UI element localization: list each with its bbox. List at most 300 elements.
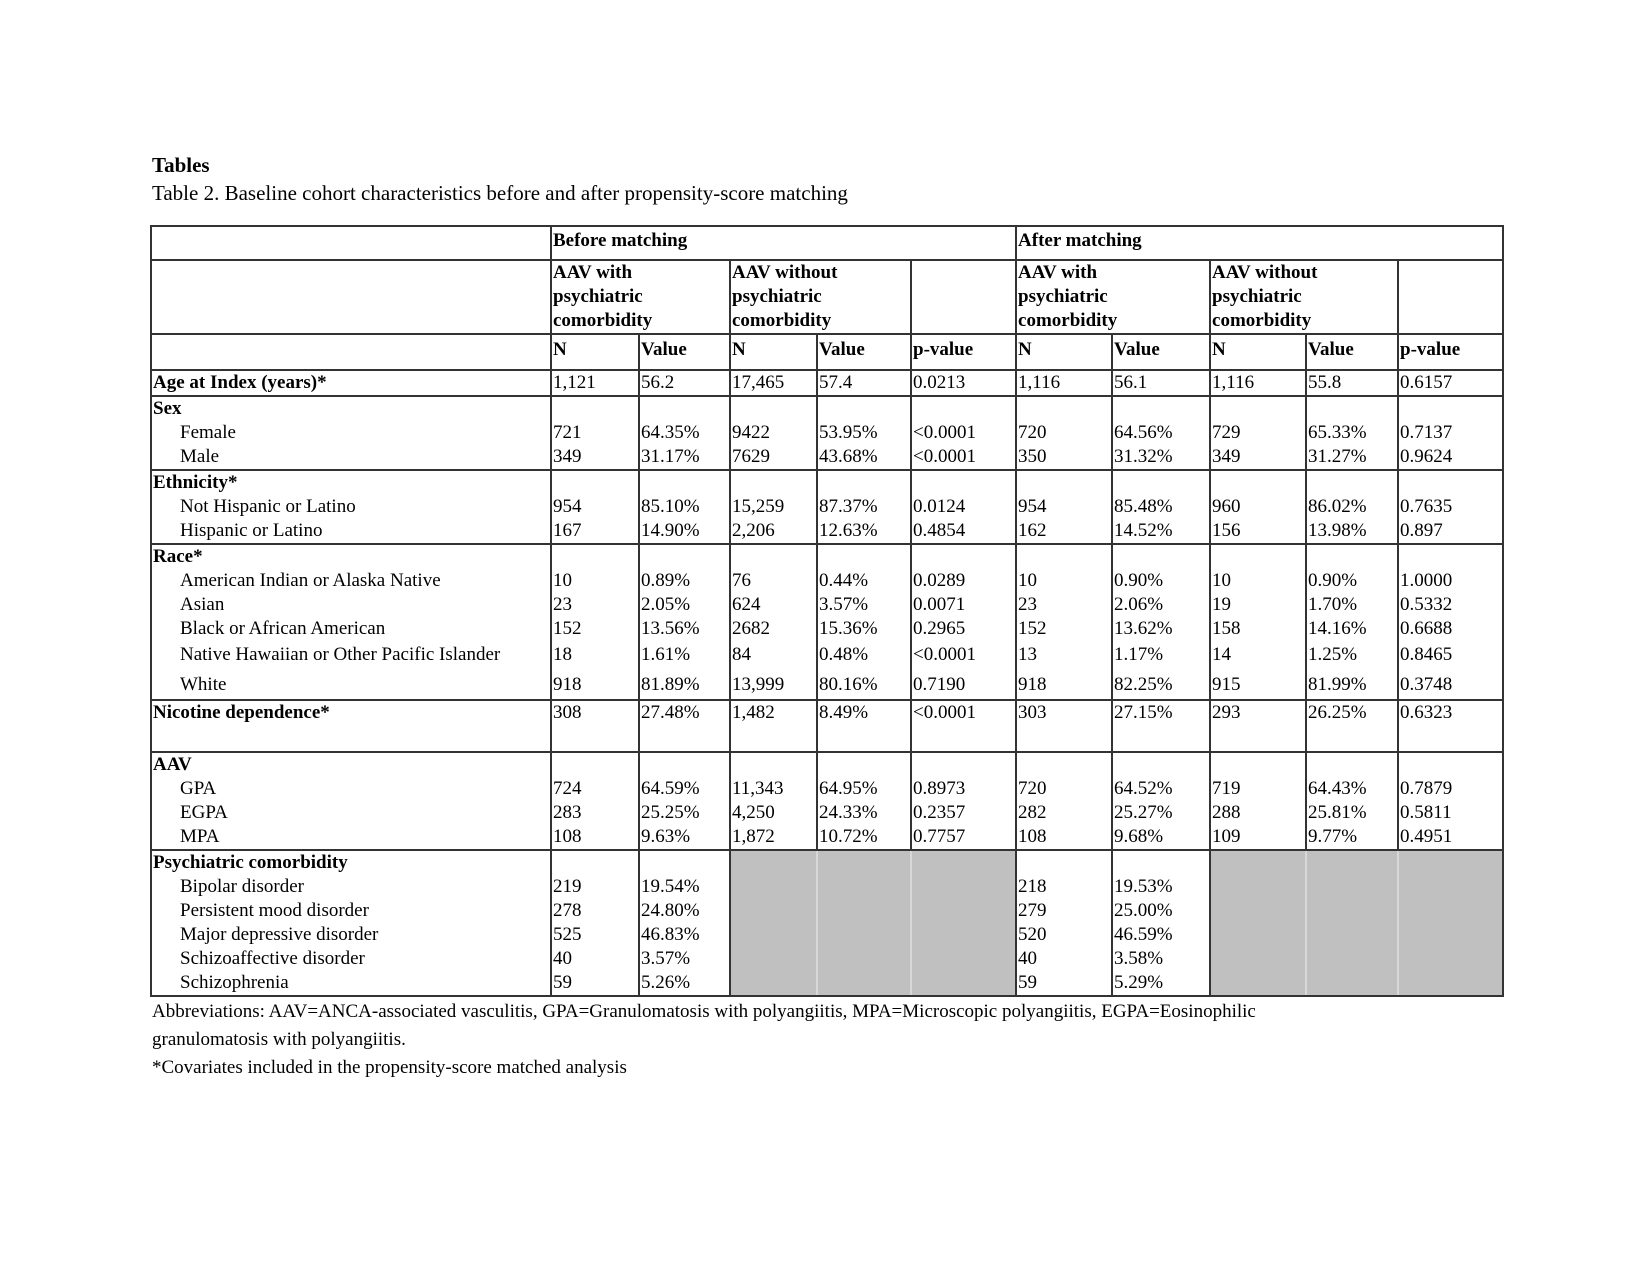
cell-b-p <box>911 544 1016 700</box>
cell-value: 13,999 <box>732 674 785 695</box>
row-label-cell <box>151 850 551 996</box>
footnote-abbreviations-line2: granulomatosis with polyangiitis. <box>152 1029 406 1050</box>
cell-a-without-v <box>1306 700 1398 752</box>
cell-a-without-v <box>1306 396 1398 470</box>
cell-value: 26.25% <box>1308 702 1367 723</box>
section-title: Psychiatric comorbidity <box>153 852 348 873</box>
cell-value: 9.77% <box>1308 826 1358 847</box>
cell-value: 0.90% <box>1308 570 1358 591</box>
group-header-line: comorbidity <box>1212 310 1312 331</box>
cell-b-p <box>911 850 1016 996</box>
header-before-matching: Before matching <box>551 226 1016 260</box>
cell-b-with-n <box>551 850 639 996</box>
cell-value: 2682 <box>732 618 770 639</box>
cell-value: 278 <box>553 900 582 921</box>
cell-a-p <box>1398 470 1503 544</box>
section-aav <box>151 752 1503 850</box>
cell-value: 219 <box>553 876 582 897</box>
section-heading: Tables <box>152 153 210 177</box>
row-label: American Indian or Alaska Native <box>180 570 441 591</box>
cell-b-without-v <box>817 470 911 544</box>
cell-value: 0.6157 <box>1400 372 1453 393</box>
cell-value: 11,343 <box>732 778 784 799</box>
cell-b-without-v <box>817 396 911 470</box>
cell-a-without-v <box>1306 752 1398 850</box>
section-nicotine-dependence <box>151 700 1503 752</box>
row-label: Schizoaffective disorder <box>180 948 365 969</box>
cell-value: 24.80% <box>641 900 700 921</box>
cell-a-with-v <box>1112 850 1210 996</box>
cell-value: 0.2357 <box>913 802 966 823</box>
cell-value: 293 <box>1212 702 1241 723</box>
cell-value: 954 <box>1018 496 1047 517</box>
cell-b-with-n <box>551 752 639 850</box>
cell-value: 64.52% <box>1114 778 1173 799</box>
col-header-p-value: p-value <box>911 334 1016 370</box>
cell-value: 303 <box>1018 702 1047 723</box>
group-header-line: AAV without <box>732 262 838 283</box>
header-row-columns <box>151 334 1503 370</box>
cell-value: 85.10% <box>641 496 700 517</box>
cell-value: 80.16% <box>819 674 878 695</box>
cell-value: 308 <box>553 702 582 723</box>
cell-b-without-n <box>730 544 817 700</box>
cell-value: 59 <box>553 972 572 993</box>
section-race <box>151 544 1503 700</box>
cell-b-with-v <box>639 700 730 752</box>
header-blank <box>911 260 1016 334</box>
cell-a-without-n <box>1210 396 1306 470</box>
cell-value: 81.89% <box>641 674 700 695</box>
cell-value: 0.7190 <box>913 674 966 695</box>
cell-value: 918 <box>553 674 582 695</box>
cell-value: <0.0001 <box>913 422 976 443</box>
cell-value: 17,465 <box>732 372 785 393</box>
cell-value: 10.72% <box>819 826 878 847</box>
cell-b-with-n <box>551 470 639 544</box>
row-label: Female <box>180 422 236 443</box>
cell-a-with-n <box>1016 544 1112 700</box>
header-before-with <box>551 260 730 334</box>
cell-value: 915 <box>1212 674 1241 695</box>
cell-value: 64.56% <box>1114 422 1173 443</box>
section-title: Sex <box>153 398 182 419</box>
cell-value: 13 <box>1018 644 1038 665</box>
cell-value: 64.35% <box>641 422 700 443</box>
cell-a-without-v <box>1306 850 1398 996</box>
cell-value: 152 <box>1018 618 1047 639</box>
cell-value: 0.48% <box>819 644 869 665</box>
cell-a-without-n <box>1210 850 1306 996</box>
cell-a-with-n <box>1016 470 1112 544</box>
cell-a-with-v <box>1112 544 1210 700</box>
cell-value: 2.05% <box>641 594 691 615</box>
cell-b-without-v <box>817 370 911 396</box>
cell-value: 84 <box>732 644 751 665</box>
cell-value: 520 <box>1018 924 1047 945</box>
row-label: Male <box>180 446 220 467</box>
cell-b-with-v <box>639 470 730 544</box>
row-label: Schizophrenia <box>180 972 289 993</box>
cell-a-p <box>1398 544 1503 700</box>
cell-value: 0.5332 <box>1400 594 1453 615</box>
cell-b-p <box>911 396 1016 470</box>
cell-a-with-n <box>1016 370 1112 396</box>
cell-value: 0.0124 <box>913 496 966 517</box>
header-after-matching: After matching <box>1016 226 1503 260</box>
group-header-line: AAV with <box>553 262 633 283</box>
cell-value: 25.81% <box>1308 802 1367 823</box>
section-title: Ethnicity* <box>153 472 238 493</box>
cell-b-without-n <box>730 700 817 752</box>
row-label: Bipolar disorder <box>180 876 305 897</box>
cell-value: 13.62% <box>1114 618 1173 639</box>
header-blank <box>151 226 551 260</box>
cell-value: 0.7757 <box>913 826 966 847</box>
cell-value: 0.8465 <box>1400 644 1453 665</box>
row-label: Major depressive disorder <box>180 924 379 945</box>
cell-value: 64.43% <box>1308 778 1367 799</box>
group-header-line: comorbidity <box>1018 310 1118 331</box>
cell-value: 288 <box>1212 802 1241 823</box>
cell-value: 40 <box>1018 948 1038 969</box>
cell-value: 31.32% <box>1114 446 1173 467</box>
cell-value: 5.29% <box>1114 972 1164 993</box>
cell-value: 31.27% <box>1308 446 1367 467</box>
cell-value: 0.897 <box>1400 520 1443 541</box>
cell-a-without-n <box>1210 370 1306 396</box>
baseline-characteristics-table <box>150 225 1504 997</box>
cell-b-with-n <box>551 700 639 752</box>
cell-a-p <box>1398 752 1503 850</box>
header-row-groups <box>151 260 1503 334</box>
cell-value: 12.63% <box>819 520 878 541</box>
row-label: Native Hawaiian or Other Pacific Islander <box>180 644 501 665</box>
group-header-line: psychiatric <box>732 286 822 307</box>
cell-a-p <box>1398 396 1503 470</box>
section-psychiatric-comorbidity <box>151 850 1503 996</box>
cell-value: 13.56% <box>641 618 700 639</box>
cell-value: 1,872 <box>732 826 775 847</box>
header-before-without <box>730 260 911 334</box>
cell-value: 13.98% <box>1308 520 1367 541</box>
cell-value: 162 <box>1018 520 1047 541</box>
col-header-n: N <box>730 334 817 370</box>
cell-a-without-v <box>1306 470 1398 544</box>
cell-value: 0.0289 <box>913 570 966 591</box>
cell-value: 1,116 <box>1018 372 1061 393</box>
cell-value: 1.0000 <box>1400 570 1453 591</box>
row-label-cell <box>151 396 551 470</box>
group-header-line: psychiatric <box>1018 286 1108 307</box>
cell-b-p <box>911 470 1016 544</box>
header-blank <box>151 334 551 370</box>
cell-value: 19.54% <box>641 876 700 897</box>
cell-value: 15,259 <box>732 496 785 517</box>
section-title: Race* <box>153 546 203 567</box>
cell-value: 25.27% <box>1114 802 1173 823</box>
header-blank <box>151 260 551 334</box>
cell-value: 23 <box>553 594 572 615</box>
cell-value: 85.48% <box>1114 496 1173 517</box>
cell-b-without-n <box>730 850 817 996</box>
cell-a-with-v <box>1112 700 1210 752</box>
cell-value: 0.0213 <box>913 372 966 393</box>
cell-value: 0.7635 <box>1400 496 1453 517</box>
cell-b-with-v <box>639 396 730 470</box>
cell-a-with-n <box>1016 752 1112 850</box>
col-header-value: Value <box>1112 334 1210 370</box>
cell-value: 1,116 <box>1212 372 1255 393</box>
cell-value: 720 <box>1018 778 1047 799</box>
cell-a-with-n <box>1016 850 1112 996</box>
cell-value: 43.68% <box>819 446 878 467</box>
cell-value: 59 <box>1018 972 1038 993</box>
col-header-n: N <box>1210 334 1306 370</box>
col-header-n: N <box>1016 334 1112 370</box>
row-label: White <box>180 674 227 695</box>
cell-value: 283 <box>553 802 582 823</box>
cell-value: 76 <box>732 570 751 591</box>
cell-a-with-n <box>1016 700 1112 752</box>
cell-value: 0.9624 <box>1400 446 1453 467</box>
row-label-cell <box>151 700 551 752</box>
footnote-abbreviations-line1: Abbreviations: AAV=ANCA-associated vasculitis, GPA=Granulomatosis with polyangiitis, MPA=Microscopic polyangiitis, EGPA=Eosinophilic <box>152 1001 1256 1022</box>
header-blank <box>1398 260 1503 334</box>
cell-value: 3.57% <box>641 948 691 969</box>
cell-value: 0.44% <box>819 570 869 591</box>
cell-value: 65.33% <box>1308 422 1367 443</box>
section-title: Nicotine dependence* <box>153 702 330 723</box>
cell-b-with-n <box>551 396 639 470</box>
section-title: Age at Index (years)* <box>153 372 327 393</box>
cell-value: 5.26% <box>641 972 691 993</box>
cell-value: 14.52% <box>1114 520 1173 541</box>
cell-a-without-n <box>1210 544 1306 700</box>
cell-value: 152 <box>553 618 582 639</box>
col-header-value: Value <box>639 334 730 370</box>
cell-value: 218 <box>1018 876 1047 897</box>
cell-value: 0.89% <box>641 570 691 591</box>
cell-b-with-v <box>639 370 730 396</box>
cell-value: 0.90% <box>1114 570 1164 591</box>
cell-a-with-v <box>1112 396 1210 470</box>
group-header-line: psychiatric <box>553 286 643 307</box>
cell-value: 108 <box>1018 826 1047 847</box>
cell-a-without-v <box>1306 544 1398 700</box>
cell-b-p <box>911 752 1016 850</box>
cell-b-p <box>911 370 1016 396</box>
cell-value: <0.0001 <box>913 644 976 665</box>
cell-b-with-n <box>551 544 639 700</box>
cell-a-without-n <box>1210 752 1306 850</box>
cell-value: 721 <box>553 422 582 443</box>
cell-value: 4,250 <box>732 802 775 823</box>
cell-b-without-v <box>817 850 911 996</box>
cell-value: 9.63% <box>641 826 691 847</box>
footnote-covariates: *Covariates included in the propensity-score matched analysis <box>152 1057 627 1078</box>
header-after-without <box>1210 260 1398 334</box>
cell-value: 720 <box>1018 422 1047 443</box>
cell-b-without-n <box>730 370 817 396</box>
cell-value: 56.2 <box>641 372 675 393</box>
cell-value: 31.17% <box>641 446 700 467</box>
cell-value: 0.0071 <box>913 594 966 615</box>
cell-value: 23 <box>1018 594 1038 615</box>
row-label: GPA <box>180 778 217 799</box>
section-sex <box>151 396 1503 470</box>
group-header-line: comorbidity <box>553 310 653 331</box>
cell-value: 9422 <box>732 422 770 443</box>
cell-value: 3.58% <box>1114 948 1164 969</box>
cell-value: 57.4 <box>819 372 853 393</box>
cell-value: 9.68% <box>1114 826 1164 847</box>
section-ethnicity <box>151 470 1503 544</box>
cell-value: 729 <box>1212 422 1241 443</box>
cell-value: 0.6323 <box>1400 702 1453 723</box>
row-label-cell <box>151 752 551 850</box>
cell-a-with-n <box>1016 396 1112 470</box>
cell-value: 64.59% <box>641 778 700 799</box>
cell-b-without-v <box>817 700 911 752</box>
cell-value: 282 <box>1018 802 1047 823</box>
cell-b-with-v <box>639 752 730 850</box>
cell-a-with-v <box>1112 752 1210 850</box>
row-label-cell <box>151 370 551 396</box>
cell-value: 0.3748 <box>1400 674 1453 695</box>
group-header-line: AAV with <box>1018 262 1098 283</box>
cell-value: 1.17% <box>1114 644 1164 665</box>
cell-value: 25.25% <box>641 802 700 823</box>
cell-b-p <box>911 700 1016 752</box>
cell-value: 918 <box>1018 674 1047 695</box>
cell-a-without-n <box>1210 700 1306 752</box>
cell-value: 0.7137 <box>1400 422 1453 443</box>
cell-value: 158 <box>1212 618 1241 639</box>
cell-value: 64.95% <box>819 778 878 799</box>
col-header-value: Value <box>1306 334 1398 370</box>
cell-value: 279 <box>1018 900 1047 921</box>
cell-value: 40 <box>553 948 572 969</box>
cell-value: 350 <box>1018 446 1047 467</box>
cell-value: 19 <box>1212 594 1232 615</box>
cell-value: 53.95% <box>819 422 878 443</box>
cell-b-without-n <box>730 396 817 470</box>
cell-value: <0.0001 <box>913 702 976 723</box>
cell-value: 14.90% <box>641 520 700 541</box>
cell-value: 14 <box>1212 644 1232 665</box>
row-label-cell <box>151 470 551 544</box>
cell-value: 167 <box>553 520 582 541</box>
cell-value: 0.7879 <box>1400 778 1453 799</box>
cell-value: 2.06% <box>1114 594 1164 615</box>
cell-value: 2,206 <box>732 520 775 541</box>
cell-b-without-n <box>730 470 817 544</box>
cell-value: 14.16% <box>1308 618 1367 639</box>
group-header-line: AAV without <box>1212 262 1318 283</box>
cell-value: 156 <box>1212 520 1241 541</box>
header-row-matching <box>151 226 1503 260</box>
cell-value: 0.4951 <box>1400 826 1453 847</box>
cell-value: 3.57% <box>819 594 869 615</box>
cell-value: 27.15% <box>1114 702 1173 723</box>
cell-value: 19.53% <box>1114 876 1173 897</box>
row-label: EGPA <box>180 802 228 823</box>
cell-value: 55.8 <box>1308 372 1342 393</box>
row-label: Persistent mood disorder <box>180 900 369 921</box>
cell-value: 724 <box>553 778 582 799</box>
cell-value: 109 <box>1212 826 1241 847</box>
cell-value: 10 <box>1018 570 1038 591</box>
row-label-cell <box>151 544 551 700</box>
cell-value: 25.00% <box>1114 900 1173 921</box>
col-header-p-value: p-value <box>1398 334 1503 370</box>
cell-b-with-v <box>639 544 730 700</box>
cell-value: 624 <box>732 594 761 615</box>
cell-a-with-v <box>1112 370 1210 396</box>
col-header-n: N <box>551 334 639 370</box>
col-header-value: Value <box>817 334 911 370</box>
cell-value: 349 <box>1212 446 1241 467</box>
cell-a-p <box>1398 700 1503 752</box>
cell-value: <0.0001 <box>913 446 976 467</box>
cell-value: 18 <box>553 644 572 665</box>
cell-value: 82.25% <box>1114 674 1173 695</box>
cell-value: 56.1 <box>1114 372 1148 393</box>
cell-b-without-n <box>730 752 817 850</box>
cell-b-without-v <box>817 544 911 700</box>
cell-value: 24.33% <box>819 802 878 823</box>
section-title: AAV <box>153 754 192 775</box>
cell-value: 0.4854 <box>913 520 966 541</box>
cell-b-with-n <box>551 370 639 396</box>
cell-value: 719 <box>1212 778 1241 799</box>
cell-value: 1.61% <box>641 644 691 665</box>
row-label: Black or African American <box>180 618 386 639</box>
cell-value: 0.8973 <box>913 778 966 799</box>
cell-value: 46.83% <box>641 924 700 945</box>
cell-value: 15.36% <box>819 618 878 639</box>
cell-value: 525 <box>553 924 582 945</box>
cell-value: 1,482 <box>732 702 775 723</box>
cell-a-p <box>1398 850 1503 996</box>
cell-b-without-v <box>817 752 911 850</box>
cell-value: 7629 <box>732 446 770 467</box>
cell-value: 81.99% <box>1308 674 1367 695</box>
cell-a-with-v <box>1112 470 1210 544</box>
cell-value: 108 <box>553 826 582 847</box>
cell-a-without-v <box>1306 370 1398 396</box>
cell-value: 960 <box>1212 496 1241 517</box>
cell-value: 10 <box>553 570 572 591</box>
cell-value: 1.70% <box>1308 594 1358 615</box>
cell-value: 349 <box>553 446 582 467</box>
cell-value: 46.59% <box>1114 924 1173 945</box>
row-label: Hispanic or Latino <box>180 520 323 541</box>
cell-value: 0.5811 <box>1400 802 1452 823</box>
cell-value: 87.37% <box>819 496 878 517</box>
cell-value: 8.49% <box>819 702 869 723</box>
table-caption: Table 2. Baseline cohort characteristics before and after propensity-score matching <box>152 181 848 205</box>
cell-value: 1.25% <box>1308 644 1358 665</box>
row-label: Not Hispanic or Latino <box>180 496 356 517</box>
cell-value: 0.2965 <box>913 618 966 639</box>
row-label: MPA <box>180 826 220 847</box>
cell-value: 86.02% <box>1308 496 1367 517</box>
cell-value: 1,121 <box>553 372 596 393</box>
row-label: Asian <box>180 594 225 615</box>
cell-a-p <box>1398 370 1503 396</box>
